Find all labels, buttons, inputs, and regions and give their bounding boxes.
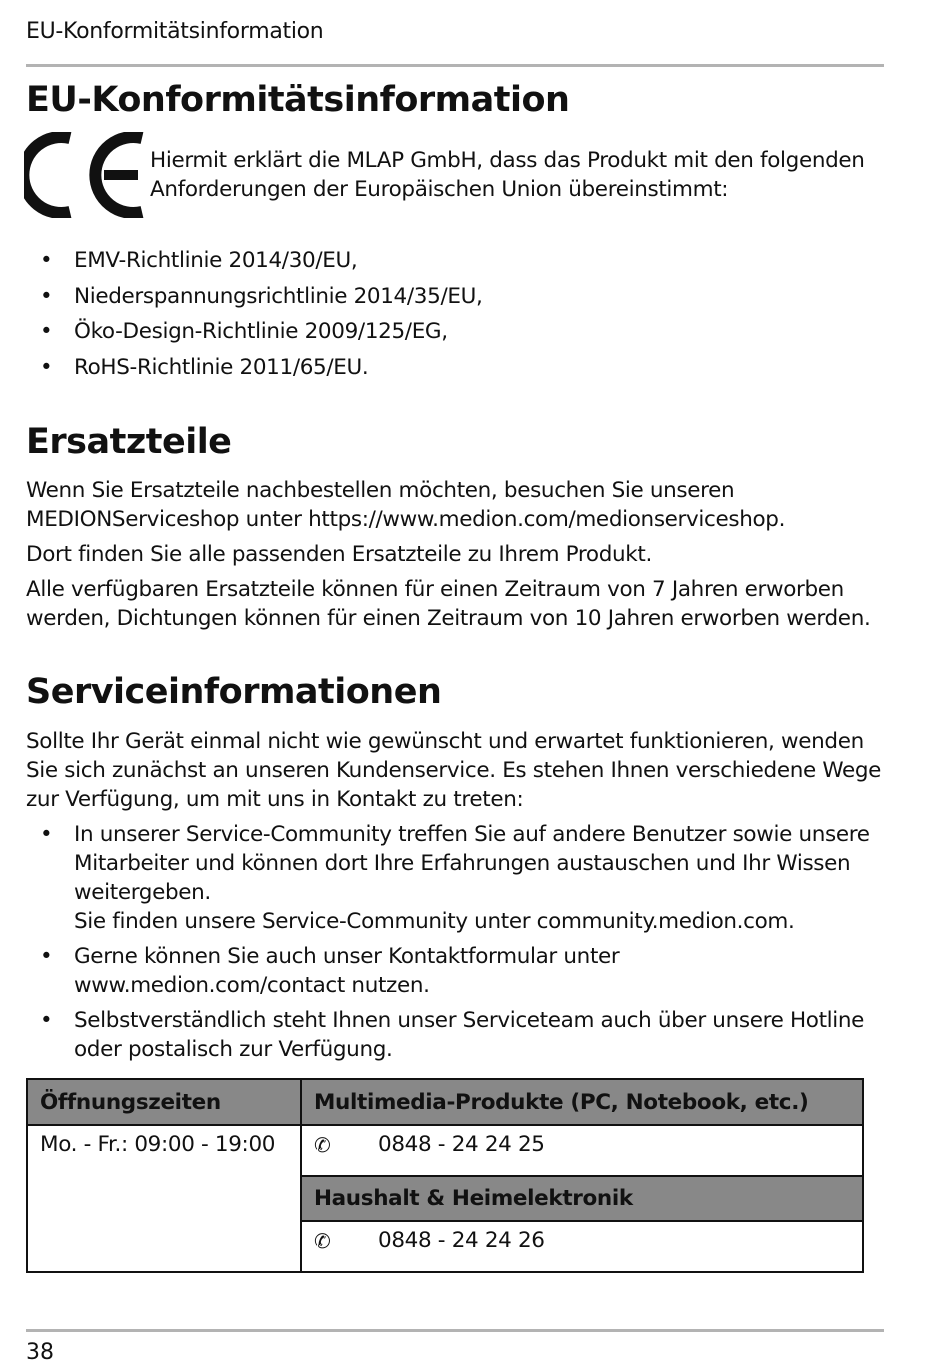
phone-icon: ✆ bbox=[314, 1228, 331, 1253]
page-number: 38 bbox=[26, 1340, 54, 1365]
table-header-household: Haushalt & Heimelektronik bbox=[301, 1176, 863, 1221]
ce-mark-icon bbox=[24, 132, 146, 218]
spare-parts-heading: Ersatzteile bbox=[26, 422, 232, 462]
list-item: • RoHS-Richtlinie 2011/65/EU. bbox=[26, 353, 826, 382]
service-info-heading: Serviceinformationen bbox=[26, 672, 442, 712]
header-divider bbox=[26, 64, 884, 67]
paragraph: Wenn Sie Ersatzteile nachbestellen möchten, besuchen Sie unseren MEDIONServiceshop unter https://www.medion.com/medionserviceshop. bbox=[26, 478, 786, 532]
table-header-opening-hours: Öffnungszeiten bbox=[27, 1079, 301, 1125]
footer-divider bbox=[26, 1329, 884, 1332]
list-item: • Niederspannungsrichtlinie 2014/35/EU, bbox=[26, 282, 826, 311]
household-phone-cell bbox=[301, 1221, 863, 1272]
household-phone-number: 0848 - 24 24 26 bbox=[378, 1228, 545, 1253]
service-intro: Sollte Ihr Gerät einmal nicht wie gewünscht und erwartet funktionieren, wenden Sie sich zunächst an unseren Kundenservice. Es stehen Ihnen verschiedene Wege zur Verfügung, um mit uns in Kontakt zu treten: bbox=[26, 729, 882, 812]
directive-list bbox=[26, 246, 826, 388]
multimedia-phone-cell bbox=[301, 1125, 863, 1176]
list-item: • EMV-Richtlinie 2014/30/EU, bbox=[26, 246, 826, 275]
list-item: • Öko-Design-Richtlinie 2009/125/EG, bbox=[26, 317, 826, 346]
running-header: EU-Konformitätsinformation bbox=[26, 19, 324, 44]
list-item-text: • In unserer Service-Community treffen Sie auf andere Benutzer sowie unsere Mitarbeiter und können dort Ihre Erfahrungen austauschen und Ihr Wissen weitergeben. bbox=[74, 822, 870, 905]
multimedia-phone-number: 0848 - 24 24 25 bbox=[378, 1132, 545, 1157]
table-header-multimedia: Multimedia-Produkte (PC, Notebook, etc.) bbox=[301, 1079, 863, 1125]
list-item: • Gerne können Sie auch unser Kontaktformular unter www.medion.com/contact nutzen. bbox=[26, 942, 886, 1000]
spare-parts-text bbox=[26, 476, 886, 639]
opening-hours-cell: Mo. - Fr.: 09:00 - 19:00 bbox=[27, 1125, 301, 1272]
eu-conformity-heading: EU-Konformitätsinformation bbox=[26, 80, 570, 120]
eu-conformity-intro: Hiermit erklärt die MLAP GmbH, dass das Produkt mit den folgenden Anforderungen der Europäischen Union übereinstimmt: bbox=[150, 148, 865, 202]
paragraph: Dort finden Sie alle passenden Ersatzteile zu Ihrem Produkt. bbox=[26, 542, 652, 567]
paragraph: Alle verfügbaren Ersatzteile können für einen Zeitraum von 7 Jahren erworben werden, Dichtungen können für einen Zeitraum von 10 Jahren erworben werden. bbox=[26, 577, 871, 631]
opening-hours-table bbox=[26, 1078, 864, 1273]
list-item: • Selbstverständlich steht Ihnen unser Serviceteam auch über unsere Hotline oder postalisch zur Verfügung. bbox=[26, 1006, 886, 1064]
list-item bbox=[26, 820, 886, 936]
service-options-list bbox=[26, 820, 886, 1070]
list-item-extra: Sie finden unsere Service-Community unter community.medion.com. bbox=[74, 909, 795, 934]
phone-icon: ✆ bbox=[314, 1132, 331, 1157]
